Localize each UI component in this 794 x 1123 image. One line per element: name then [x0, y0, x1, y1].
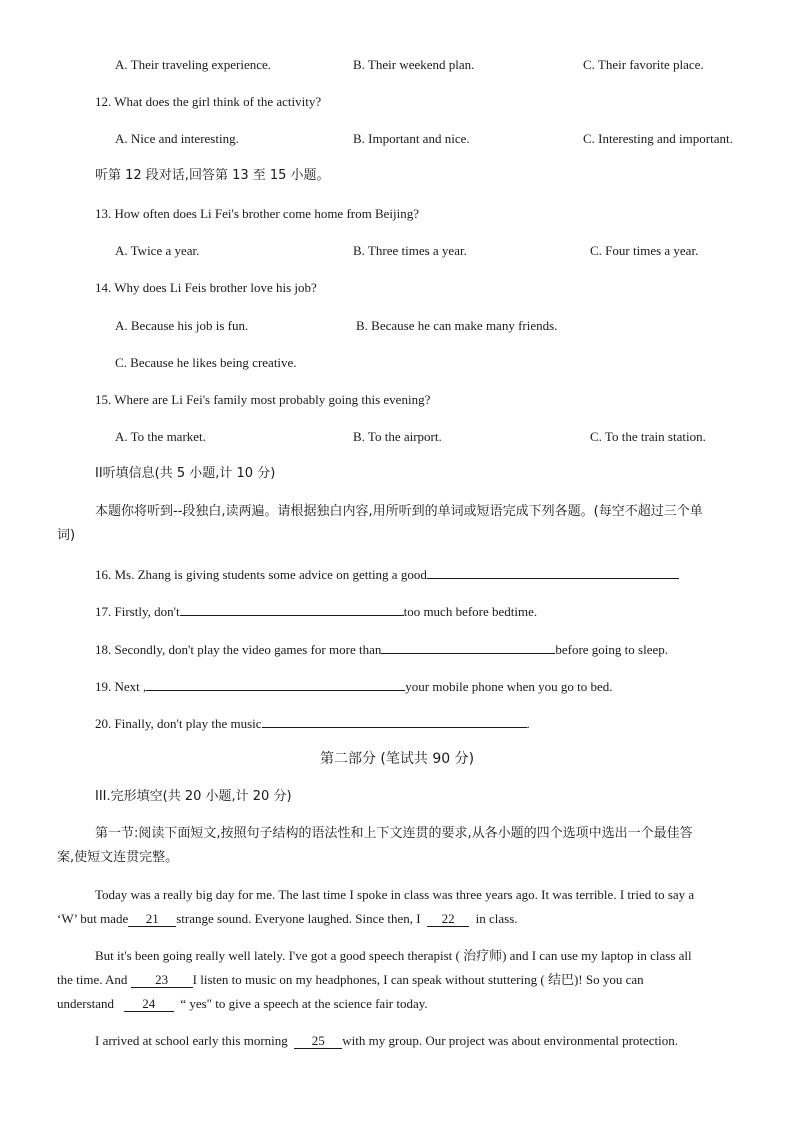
cloze-blank-21[interactable]: 21 [128, 912, 176, 927]
passage-text: “ yes" to give a speech at the science fair today. [180, 996, 428, 1011]
q17 [95, 601, 537, 621]
q11-option-a: A. Their traveling experience. [115, 57, 272, 72]
passage-p1-line2 [57, 910, 518, 928]
q15-question: 15. Where are Li Fei's family most probably going this evening? [95, 392, 431, 407]
written-part-title: 第二部分 (笔试共 90 分) [319, 751, 475, 767]
q14-option-c: C. Because he likes being creative. [115, 355, 297, 370]
passage-p2-line1: But it's been going really well lately. I've got a good speech therapist ( 治疗师) and I can use my laptop in class all [95, 948, 692, 963]
passage-text: the time. And [57, 972, 128, 987]
q12-option-a: A. Nice and interesting. [115, 131, 239, 146]
q11-option-b: B. Their weekend plan. [353, 57, 475, 72]
passage-text: understand [57, 996, 115, 1011]
q18-text: 18. Secondly, don't play the video games for more than [95, 642, 382, 657]
q16-text: 16. Ms. Zhang is giving students some advice on getting a good [95, 567, 427, 582]
cloze-blank-23[interactable]: 23 [131, 973, 193, 988]
q20-answer-blank[interactable] [262, 713, 527, 728]
part2-instructions-line1: 本题你将听到--段独白,读两遍。请根据独白内容,用所听到的单词或短语完成下列各题。(每空不超过三个单 [95, 504, 703, 519]
q13-option-c: C. Four times a year. [590, 243, 699, 258]
passage-p2-line2 [57, 971, 644, 989]
section12-heading: 听第 12 段对话,回答第 13 至 15 小题。 [95, 168, 330, 183]
q17-text: 17. Firstly, don't [95, 604, 180, 619]
passage-text: with my group. Our project was about environmental protection. [342, 1033, 679, 1048]
q19-text: 19. Next , [95, 679, 147, 694]
cloze-blank-25[interactable]: 25 [294, 1034, 342, 1049]
q13-option-a: A. Twice a year. [115, 243, 200, 258]
q16-answer-blank[interactable] [427, 564, 679, 579]
q18 [95, 639, 668, 659]
q11-option-c: C. Their favorite place. [583, 57, 704, 72]
part3-instructions-line2: 案,使短文连贯完整。 [57, 850, 179, 865]
part3-instructions-line1: 第一节:阅读下面短文,按照句子结构的语法性和上下文连贯的要求,从各小题的四个选项中选出一个最佳答 [95, 826, 693, 841]
q19 [95, 676, 613, 696]
q15-option-a: A. To the market. [115, 429, 206, 444]
passage-p1-line1: Today was a really big day for me. The last time I spoke in class was three years ago. It was terrible. I tried to say a [95, 887, 695, 902]
q18-text-after: before going to sleep. [555, 642, 668, 657]
q20 [95, 713, 530, 733]
passage-p2-line3 [57, 995, 428, 1013]
q13-option-b: B. Three times a year. [353, 243, 467, 258]
part3-heading: III.完形填空(共 20 小题,计 20 分) [95, 789, 292, 804]
part2-instructions-line2: 词) [57, 528, 76, 543]
q18-answer-blank[interactable] [381, 639, 555, 654]
q14-question: 14. Why does Li Feis brother love his job? [95, 280, 317, 295]
cloze-blank-22[interactable]: 22 [427, 912, 469, 927]
q12-question: 12. What does the girl think of the activity? [95, 94, 322, 109]
q19-answer-blank[interactable] [146, 676, 405, 691]
q12-option-c: C. Interesting and important. [583, 131, 733, 146]
q14-option-a: A. Because his job is fun. [115, 318, 249, 333]
passage-text: I arrived at school early this morning [95, 1033, 288, 1048]
q15-option-c: C. To the train station. [590, 429, 706, 444]
passage-p3-line1 [95, 1032, 678, 1050]
q17-text-after: too much before bedtime. [403, 604, 538, 619]
q20-text-after: . [526, 716, 530, 731]
q20-text: 20. Finally, don't play the music [95, 716, 262, 731]
cloze-blank-24[interactable]: 24 [124, 997, 174, 1012]
passage-text: I listen to music on my headphones, I can speak without stuttering ( 结巴)! So you can [192, 972, 644, 987]
q13-question: 13. How often does Li Fei's brother come home from Beijing? [95, 206, 420, 221]
q19-text-after: your mobile phone when you go to bed. [405, 679, 613, 694]
passage-text: strange sound. Everyone laughed. Since then, I [176, 911, 421, 926]
passage-text: in class. [475, 911, 518, 926]
passage-text: ‘W’ but made [57, 911, 129, 926]
q14-option-b: B. Because he can make many friends. [356, 318, 558, 333]
q16 [95, 564, 679, 584]
q12-option-b: B. Important and nice. [353, 131, 470, 146]
q15-option-b: B. To the airport. [353, 429, 442, 444]
q17-answer-blank[interactable] [180, 601, 404, 616]
part2-heading: II听填信息(共 5 小题,计 10 分) [95, 466, 276, 481]
